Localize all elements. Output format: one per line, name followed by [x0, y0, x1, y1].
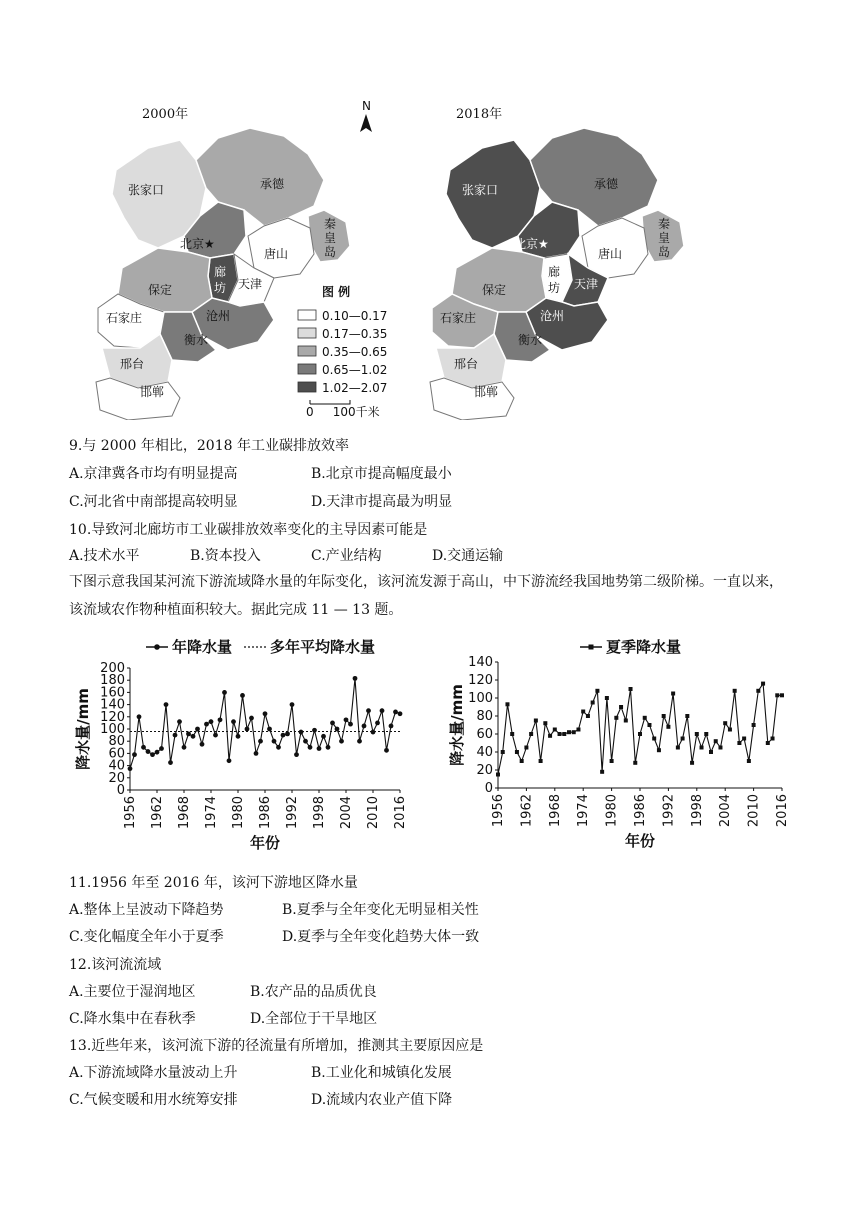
label-xingtai-2018: 邢台 [454, 357, 479, 371]
label-handan: 邯郸 [140, 385, 165, 399]
label-chengde: 承德 [260, 177, 285, 191]
label-hengshui: 衡水 [184, 333, 209, 347]
q11-option-c[interactable]: C.变化幅度全年小于夏季 [69, 929, 224, 945]
data-point [520, 759, 524, 763]
data-point [393, 710, 398, 715]
data-point [647, 723, 651, 727]
data-point [128, 766, 133, 771]
q11-option-a[interactable]: A.整体上呈波动下降趋势 [69, 902, 224, 918]
data-point [633, 761, 637, 765]
data-point [366, 708, 371, 713]
q10-option-a[interactable]: A.技术水平 [69, 548, 140, 564]
data-point [285, 731, 290, 736]
data-point [638, 732, 642, 736]
data-point [671, 692, 675, 696]
x-axis-label: 年份 [624, 832, 656, 850]
q13-option-a[interactable]: A.下游流域降水量波动上升 [69, 1065, 238, 1081]
data-point [666, 725, 670, 729]
data-point [676, 746, 680, 750]
label-qinhuangdao-1: 秦 [324, 217, 337, 231]
y-tick-label: 140 [100, 697, 125, 713]
y-tick-label: 20 [108, 770, 125, 786]
data-point [496, 773, 500, 777]
data-point [742, 737, 746, 741]
q13-option-d[interactable]: D.流域内农业产值下降 [311, 1092, 453, 1108]
data-point [515, 750, 519, 754]
y-tick-label: 80 [108, 734, 125, 750]
data-point [168, 760, 173, 765]
label-qinhuangdao-2: 皇 [324, 231, 337, 245]
data-point [254, 751, 259, 756]
data-point [567, 730, 571, 734]
data-point [775, 693, 779, 697]
legend-item-1: 0.10—0.17 [322, 309, 388, 323]
y-tick-label: 40 [108, 758, 125, 774]
data-point [690, 761, 694, 765]
label-cangzhou-2018: 沧州 [540, 309, 565, 323]
data-point [657, 748, 661, 752]
data-point [146, 749, 151, 754]
data-point [200, 742, 205, 747]
question-10: 10.导致河北廊坊市工业碳排放效率变化的主导因素可能是 [69, 522, 428, 538]
data-point [317, 746, 322, 751]
data-point [353, 676, 358, 681]
label-qinhuangdao-2018-3: 岛 [658, 245, 671, 259]
label-tangshan-2018: 唐山 [598, 247, 623, 261]
data-point [371, 730, 376, 735]
data-point [249, 716, 254, 721]
series-line [130, 678, 400, 768]
data-point [728, 728, 732, 732]
legend-label: 多年平均降水量 [270, 638, 376, 656]
x-tick-label: 1992 [661, 794, 677, 828]
data-point [614, 716, 618, 720]
question-13: 13.近些年来，该河流下游的径流量有所增加，推测其主要原因应是 [69, 1038, 484, 1054]
legend-point-marker [589, 645, 594, 650]
x-tick-label: 1992 [285, 796, 300, 830]
summer-precipitation-chart [448, 630, 798, 858]
label-baoding-2018: 保定 [482, 283, 507, 297]
data-point [276, 745, 281, 750]
data-point [591, 701, 595, 705]
data-point [714, 739, 718, 743]
data-point [222, 690, 227, 695]
data-point [209, 719, 214, 724]
data-point [733, 689, 737, 693]
data-point [662, 714, 666, 718]
label-langfang-2018-1: 廊 [548, 265, 561, 279]
data-point [294, 752, 299, 757]
data-point [384, 748, 389, 753]
data-point [619, 705, 623, 709]
label-hengshui-2018: 衡水 [518, 333, 543, 347]
x-tick-label: 1968 [547, 794, 563, 828]
data-point [723, 721, 727, 725]
label-handan-2018: 邯郸 [474, 385, 499, 399]
data-point [218, 717, 223, 722]
data-point [344, 717, 349, 722]
question-12: 12.该河流流域 [69, 957, 162, 973]
data-point [240, 693, 245, 698]
data-point [132, 752, 137, 757]
label-chengde-2018: 承德 [594, 177, 619, 191]
legend-item-5: 1.02—2.07 [322, 381, 388, 395]
scale-bar: 0 100千米 [306, 405, 380, 419]
y-axis-label: 降水量/mm [448, 684, 466, 766]
data-point [704, 732, 708, 736]
question-11: 11.1956 年至 2016 年，该河下游地区降水量 [69, 875, 358, 891]
q9-option-d[interactable]: D.天津市提高最为明显 [311, 494, 453, 510]
data-point [581, 710, 585, 714]
data-point [204, 722, 209, 727]
data-point [375, 721, 380, 726]
label-qinhuangdao-2018-1: 秦 [658, 217, 671, 231]
x-tick-label: 1998 [689, 794, 705, 828]
legend-title: 图 例 [322, 285, 351, 299]
label-zhangjiakou-2018: 张家口 [462, 183, 499, 197]
data-point [236, 734, 241, 739]
question-9: 9.与 2000 年相比，2018 年工业碳排放效率 [69, 438, 349, 454]
data-point [380, 708, 385, 713]
y-tick-label: 40 [476, 745, 493, 760]
data-point [227, 758, 232, 763]
data-point [330, 721, 335, 726]
x-tick-label: 1980 [604, 794, 620, 828]
data-point [766, 741, 770, 745]
x-tick-label: 1974 [576, 794, 592, 828]
data-point [529, 732, 533, 736]
data-point [299, 730, 304, 735]
x-tick-label: 1974 [204, 796, 219, 830]
data-point [155, 750, 160, 755]
x-tick-label: 1968 [177, 796, 192, 830]
data-point [548, 734, 552, 738]
data-point [539, 759, 543, 763]
q9-option-b[interactable]: B.北京市提高幅度最小 [311, 466, 452, 482]
y-tick-label: 60 [476, 727, 493, 742]
data-point [780, 693, 784, 697]
q12-option-d[interactable]: D.全部位于干旱地区 [250, 1011, 378, 1027]
q13-option-b[interactable]: B.工业化和城镇化发展 [311, 1065, 452, 1081]
data-point [543, 721, 547, 725]
x-tick-label: 2010 [366, 796, 381, 830]
q10-option-b[interactable]: B.资本投入 [190, 548, 261, 564]
q10-option-d[interactable]: D.交通运输 [432, 548, 504, 564]
data-point [576, 728, 580, 732]
x-tick-label: 2004 [718, 794, 734, 828]
data-point [321, 734, 326, 739]
q9-option-c[interactable]: C.河北省中南部提高较明显 [69, 494, 238, 510]
data-point [303, 739, 308, 744]
legend-item-3: 0.35—0.65 [322, 345, 388, 359]
data-point [312, 728, 317, 733]
data-point [752, 723, 756, 727]
label-zhangjiakou: 张家口 [128, 183, 165, 197]
data-point [681, 737, 685, 741]
data-point [245, 727, 250, 732]
data-point [357, 739, 362, 744]
label-langfang-1: 廊 [214, 265, 227, 279]
label-baoding: 保定 [148, 283, 173, 297]
data-point [695, 732, 699, 736]
x-tick-label: 1986 [258, 796, 273, 830]
annual-precipitation-chart [72, 630, 412, 858]
y-tick-label: 120 [468, 673, 493, 688]
data-point [281, 733, 286, 738]
data-point [182, 745, 187, 750]
y-tick-label: 160 [100, 685, 125, 701]
y-tick-label: 100 [100, 722, 125, 737]
data-point [652, 737, 656, 741]
data-point [605, 696, 609, 700]
map-2018-title: 2018年 [456, 107, 503, 122]
x-tick-label: 1962 [519, 794, 535, 828]
label-langfang-2: 坊 [214, 281, 227, 295]
svg-text:N: N [362, 99, 371, 113]
data-point [267, 727, 272, 732]
data-point [572, 730, 576, 734]
x-tick-label: 1962 [150, 796, 165, 830]
y-tick-label: 80 [476, 709, 493, 724]
carbon-efficiency-maps [88, 98, 708, 420]
data-point [164, 702, 169, 707]
data-point [737, 741, 741, 745]
data-point [700, 746, 704, 750]
y-tick-label: 140 [468, 655, 493, 670]
q13-option-c[interactable]: C.气候变暖和用水统筹安排 [69, 1092, 238, 1108]
legend-label: 夏季降水量 [606, 638, 682, 656]
y-tick-label: 100 [468, 691, 493, 706]
x-tick-label: 2004 [339, 796, 354, 830]
label-xingtai: 邢台 [120, 357, 145, 371]
q9-option-a[interactable]: A.京津冀各市均有明显提高 [69, 466, 238, 482]
passage-intro: 下图示意我国某河流下游流域降水量的年际变化，该河流发源于高山，中下游流经我国地势第二级阶梯。一直以来，该流域农作物种植面积较大。据此完成 11 — 13 题。 [69, 574, 783, 618]
data-point [586, 714, 590, 718]
data-point [558, 732, 562, 736]
label-tianjin-2018: 天津 [574, 277, 599, 291]
data-point [747, 759, 751, 763]
y-tick-label: 60 [108, 746, 125, 762]
y-tick-label: 0 [116, 783, 125, 798]
data-point [389, 724, 394, 729]
map-2000-title: 2000年 [142, 107, 189, 122]
data-point [290, 702, 295, 707]
label-beijing-2018: 北京★ [514, 237, 549, 251]
x-tick-label: 1998 [312, 796, 327, 830]
label-qinhuangdao-2018-2: 皇 [658, 231, 671, 245]
y-tick-label: 180 [100, 673, 125, 689]
data-point [137, 714, 142, 719]
data-point [339, 739, 344, 744]
y-tick-label: 200 [100, 661, 125, 676]
data-point [141, 745, 146, 750]
data-point [629, 687, 633, 691]
data-point [186, 731, 191, 736]
data-point [398, 711, 403, 716]
x-tick-label: 2016 [393, 796, 408, 830]
x-axis-label: 年份 [249, 834, 281, 852]
data-point [685, 714, 689, 718]
data-point [326, 745, 331, 750]
data-point [624, 719, 628, 723]
y-axis-label: 降水量/mm [74, 688, 92, 770]
y-tick-label: 0 [484, 781, 493, 796]
legend-point-marker [154, 644, 160, 650]
x-tick-label: 2016 [775, 794, 790, 828]
data-point [709, 750, 713, 754]
label-tianjin: 天津 [238, 277, 263, 291]
data-point [756, 689, 760, 693]
data-point [505, 702, 509, 706]
data-point [173, 733, 178, 738]
y-tick-label: 120 [100, 709, 125, 725]
label-tangshan: 唐山 [264, 247, 289, 261]
legend-label: 年降水量 [172, 638, 233, 656]
data-point [562, 732, 566, 736]
data-point [195, 727, 200, 732]
data-point [600, 770, 604, 774]
data-point [534, 719, 538, 723]
data-point [761, 682, 765, 686]
data-point [258, 739, 263, 744]
legend-item-2: 0.17—0.35 [322, 327, 388, 341]
data-point [213, 733, 218, 738]
x-tick-label: 1956 [123, 796, 138, 830]
q12-option-a[interactable]: A.主要位于湿润地区 [69, 984, 196, 1000]
legend-item-4: 0.65—1.02 [322, 363, 388, 377]
data-point [348, 722, 353, 727]
data-point [718, 746, 722, 750]
data-point [610, 759, 614, 763]
data-point [272, 739, 277, 744]
q11-option-b[interactable]: B.夏季与全年变化无明显相关性 [282, 902, 479, 918]
data-point [191, 734, 196, 739]
data-point [335, 727, 340, 732]
data-point [595, 689, 599, 693]
label-langfang-2018-2: 坊 [548, 281, 561, 295]
data-point [362, 724, 367, 729]
label-qinhuangdao-3: 岛 [324, 245, 337, 259]
x-tick-label: 2010 [746, 794, 762, 828]
data-point [308, 745, 313, 750]
data-point [159, 746, 164, 751]
data-point [553, 728, 557, 732]
data-point [231, 719, 236, 724]
data-point [501, 750, 505, 754]
data-point [177, 719, 182, 724]
x-tick-label: 1956 [491, 794, 506, 828]
q12-option-b[interactable]: B.农产品的品质优良 [250, 984, 377, 1000]
y-tick-label: 20 [476, 763, 493, 778]
data-point [510, 732, 514, 736]
q10-option-c[interactable]: C.产业结构 [311, 548, 382, 564]
q12-option-c[interactable]: C.降水集中在春秋季 [69, 1011, 196, 1027]
data-point [524, 746, 528, 750]
label-shijiazhuang-2018: 石家庄 [440, 311, 477, 325]
data-point [263, 711, 268, 716]
data-point [771, 737, 775, 741]
x-tick-label: 1986 [633, 794, 648, 828]
label-cangzhou: 沧州 [206, 309, 231, 323]
label-shijiazhuang: 石家庄 [106, 311, 143, 325]
data-point [643, 716, 647, 720]
label-beijing: 北京★ [180, 237, 215, 251]
x-tick-label: 1980 [231, 796, 246, 830]
q11-option-d[interactable]: D.夏季与全年变化趋势大体一致 [282, 929, 480, 945]
data-point [150, 752, 155, 757]
